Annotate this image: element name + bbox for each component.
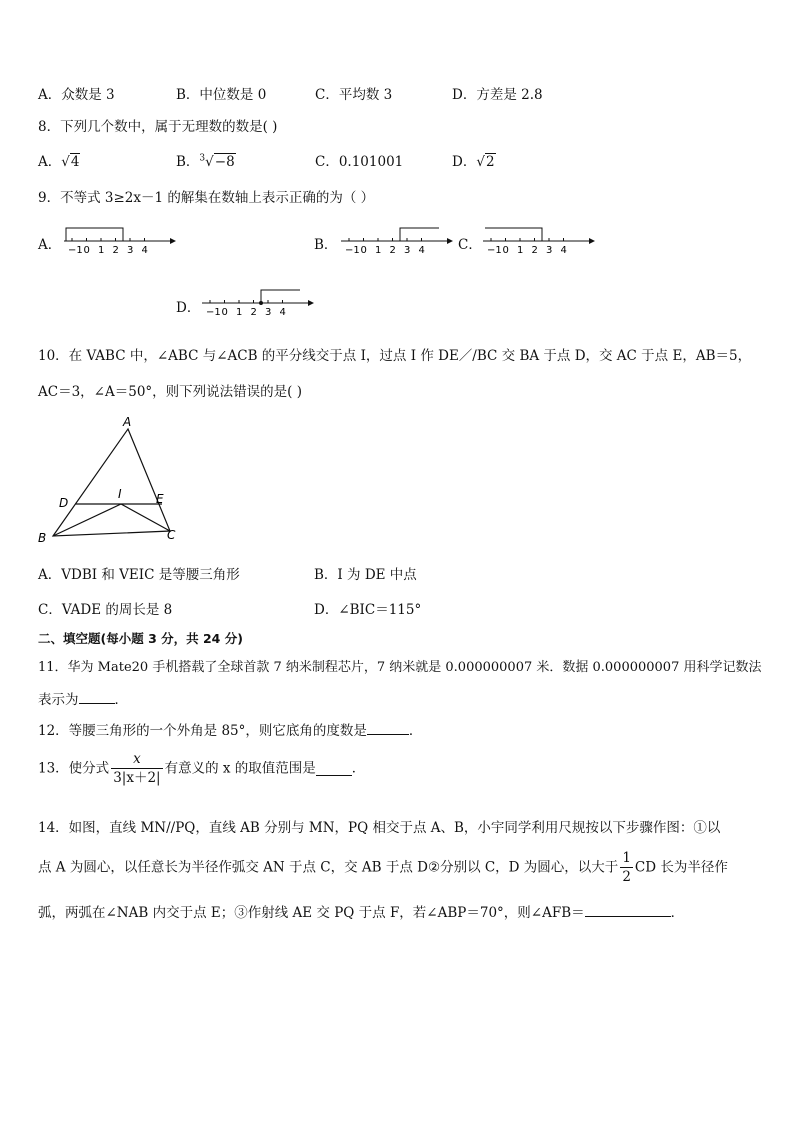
q13-line — [38, 750, 365, 787]
q12-answer-blank[interactable] — [367, 720, 409, 735]
tick-label: 2 — [112, 245, 119, 256]
tick-label: 1 — [98, 245, 105, 256]
label-b: B — [38, 531, 47, 545]
q8-option-d — [452, 150, 496, 170]
tick-label: 4 — [141, 245, 148, 256]
tick-label: −1 — [206, 307, 221, 318]
q12-prefix: 12．等腰三角形的一个外角是 85°，则它底角的度数是 — [38, 723, 367, 739]
label-d: D — [59, 496, 69, 510]
tick-label: 0 — [83, 245, 90, 256]
q13-answer-blank[interactable] — [316, 761, 352, 776]
tick-label: 0 — [221, 307, 228, 318]
q9-option-b-numberline — [339, 222, 454, 256]
q8-option-d-value: 2 — [485, 154, 495, 170]
q7-option-a: A．众数是 3 — [38, 87, 115, 103]
q7-option-c: C．平均数 3 — [315, 87, 393, 103]
tick-label: −1 — [345, 245, 360, 256]
q11-line2 — [38, 688, 128, 708]
q8-option-b — [176, 150, 236, 170]
tick-label: −1 — [487, 245, 502, 256]
q8-option-d-label: D． — [452, 154, 477, 170]
tick-label: 4 — [560, 245, 567, 256]
q10-option-a: A．VDBI 和 VEIC 是等腰三角形 — [38, 567, 240, 583]
q10-option-d: D．∠BIC＝115° — [314, 602, 422, 618]
q14-fraction-numerator: 1 — [622, 850, 631, 866]
q9-option-a-label: A． — [38, 237, 62, 253]
q14-line3-prefix: 弧，两弧在∠NAB 内交于点 E；③作射线 AE 交 PQ 于点 F，若∠ABP＝70°，则∠AFB＝ — [38, 905, 585, 921]
label-e: E — [156, 492, 164, 506]
q10-option-b: B．I 为 DE 中点 — [314, 567, 417, 583]
q11-line1: 11．华为 Mate20 手机搭载了全球首款 7 纳米制程芯片，7 纳米就是 0.000000007 米．数据 0.000000007 用科学记数法 — [38, 660, 762, 675]
q9-option-b-label: B． — [314, 237, 338, 253]
q12-suffix: ． — [408, 723, 423, 739]
tick-label: 1 — [517, 245, 524, 256]
q9-option-c-numberline — [481, 222, 596, 256]
q10-line2: AC＝3，∠A＝50°，则下列说法错误的是( ) — [38, 384, 302, 400]
q9-option-d-label: D． — [176, 300, 201, 316]
q8-option-a-label: A． — [38, 154, 62, 170]
q8-option-c: C．0.101001 — [315, 154, 404, 170]
q13-fraction-denominator: 3|x＋2| — [113, 770, 161, 786]
q10-triangle-figure — [36, 412, 186, 548]
label-a: A — [123, 415, 132, 429]
tick-label: 3 — [127, 245, 134, 256]
sqrt-icon: √ — [205, 154, 214, 170]
q8-option-b-index: 3 — [199, 153, 206, 164]
sqrt-icon: √ — [61, 154, 70, 170]
tick-label: 1 — [375, 245, 382, 256]
tick-label: 2 — [531, 245, 538, 256]
q11-line2-suffix: ． — [114, 692, 128, 708]
q14-fraction-denominator: 2 — [622, 869, 631, 885]
q10-line1: 10．在 VABC 中，∠ABC 与∠ACB 的平分线交于点 I，过点 I 作 DE／/BC 交 BA 于点 D，交 AC 于点 E，AB＝5， — [38, 348, 752, 364]
q7-option-d: D．方差是 2.8 — [452, 87, 543, 103]
q9-option-d-numberline — [200, 284, 315, 318]
q11-answer-blank[interactable] — [79, 689, 115, 704]
q8-option-a — [38, 150, 80, 170]
tick-label: 2 — [250, 307, 257, 318]
tick-label: 3 — [404, 245, 411, 256]
q13-fraction-numerator: x — [111, 750, 162, 769]
tick-label: 1 — [236, 307, 243, 318]
tick-label: 2 — [389, 245, 396, 256]
tick-label: 4 — [418, 245, 425, 256]
q14-line2-suffix: CD 长为半径作 — [634, 859, 728, 876]
tick-label: 3 — [546, 245, 553, 256]
tick-label: 4 — [279, 307, 286, 318]
q14-fraction — [620, 849, 633, 886]
q14-line1: 14．如图，直线 MN//PQ，直线 AB 分别与 MN，PQ 相交于点 A、B，小宇同学利用尺规按以下步骤作图：①以 — [38, 820, 721, 836]
tick-label: 0 — [502, 245, 509, 256]
q14-answer-blank[interactable] — [585, 902, 671, 917]
q9-option-a-numberline — [62, 222, 177, 256]
q14-line2 — [38, 849, 728, 886]
q13-middle: 有意义的 x 的取值范围是 — [164, 760, 316, 777]
q14-line2-prefix: 点 A 为圆心，以任意长为半径作弧交 AN 于点 C，交 AB 于点 D②分别以 C，D 为圆心，以大于 — [38, 859, 619, 876]
q14-line3 — [38, 901, 684, 921]
section-2-title: 二、填空题(每小题 3 分，共 24 分) — [38, 631, 243, 646]
q13-suffix: ． — [351, 760, 366, 777]
q8-stem: 8．下列几个数中，属于无理数的数是( ) — [38, 119, 278, 135]
tick-label: 3 — [265, 307, 272, 318]
label-c: C — [167, 528, 176, 542]
q7-option-b: B．中位数是 0 — [176, 87, 267, 103]
q8-option-b-value: −8 — [214, 154, 235, 170]
label-i: I — [118, 487, 122, 501]
q8-option-a-value: 4 — [70, 154, 80, 170]
q13-prefix: 13．使分式 — [38, 760, 110, 777]
q9-option-c-label: C． — [458, 237, 482, 253]
tick-label: −1 — [68, 245, 83, 256]
q10-option-c: C．VADE 的周长是 8 — [38, 602, 173, 618]
q14-line3-suffix: ． — [670, 905, 685, 921]
q11-line2-prefix: 表示为 — [38, 692, 79, 708]
tick-label: 0 — [360, 245, 367, 256]
q9-stem: 9．不等式 3≥2x－1 的解集在数轴上表示正确的为（ ） — [38, 190, 375, 206]
sqrt-icon: √ — [476, 154, 485, 170]
q12-line — [38, 719, 422, 739]
q13-fraction — [111, 750, 162, 787]
q8-option-b-label: B． — [176, 154, 200, 170]
